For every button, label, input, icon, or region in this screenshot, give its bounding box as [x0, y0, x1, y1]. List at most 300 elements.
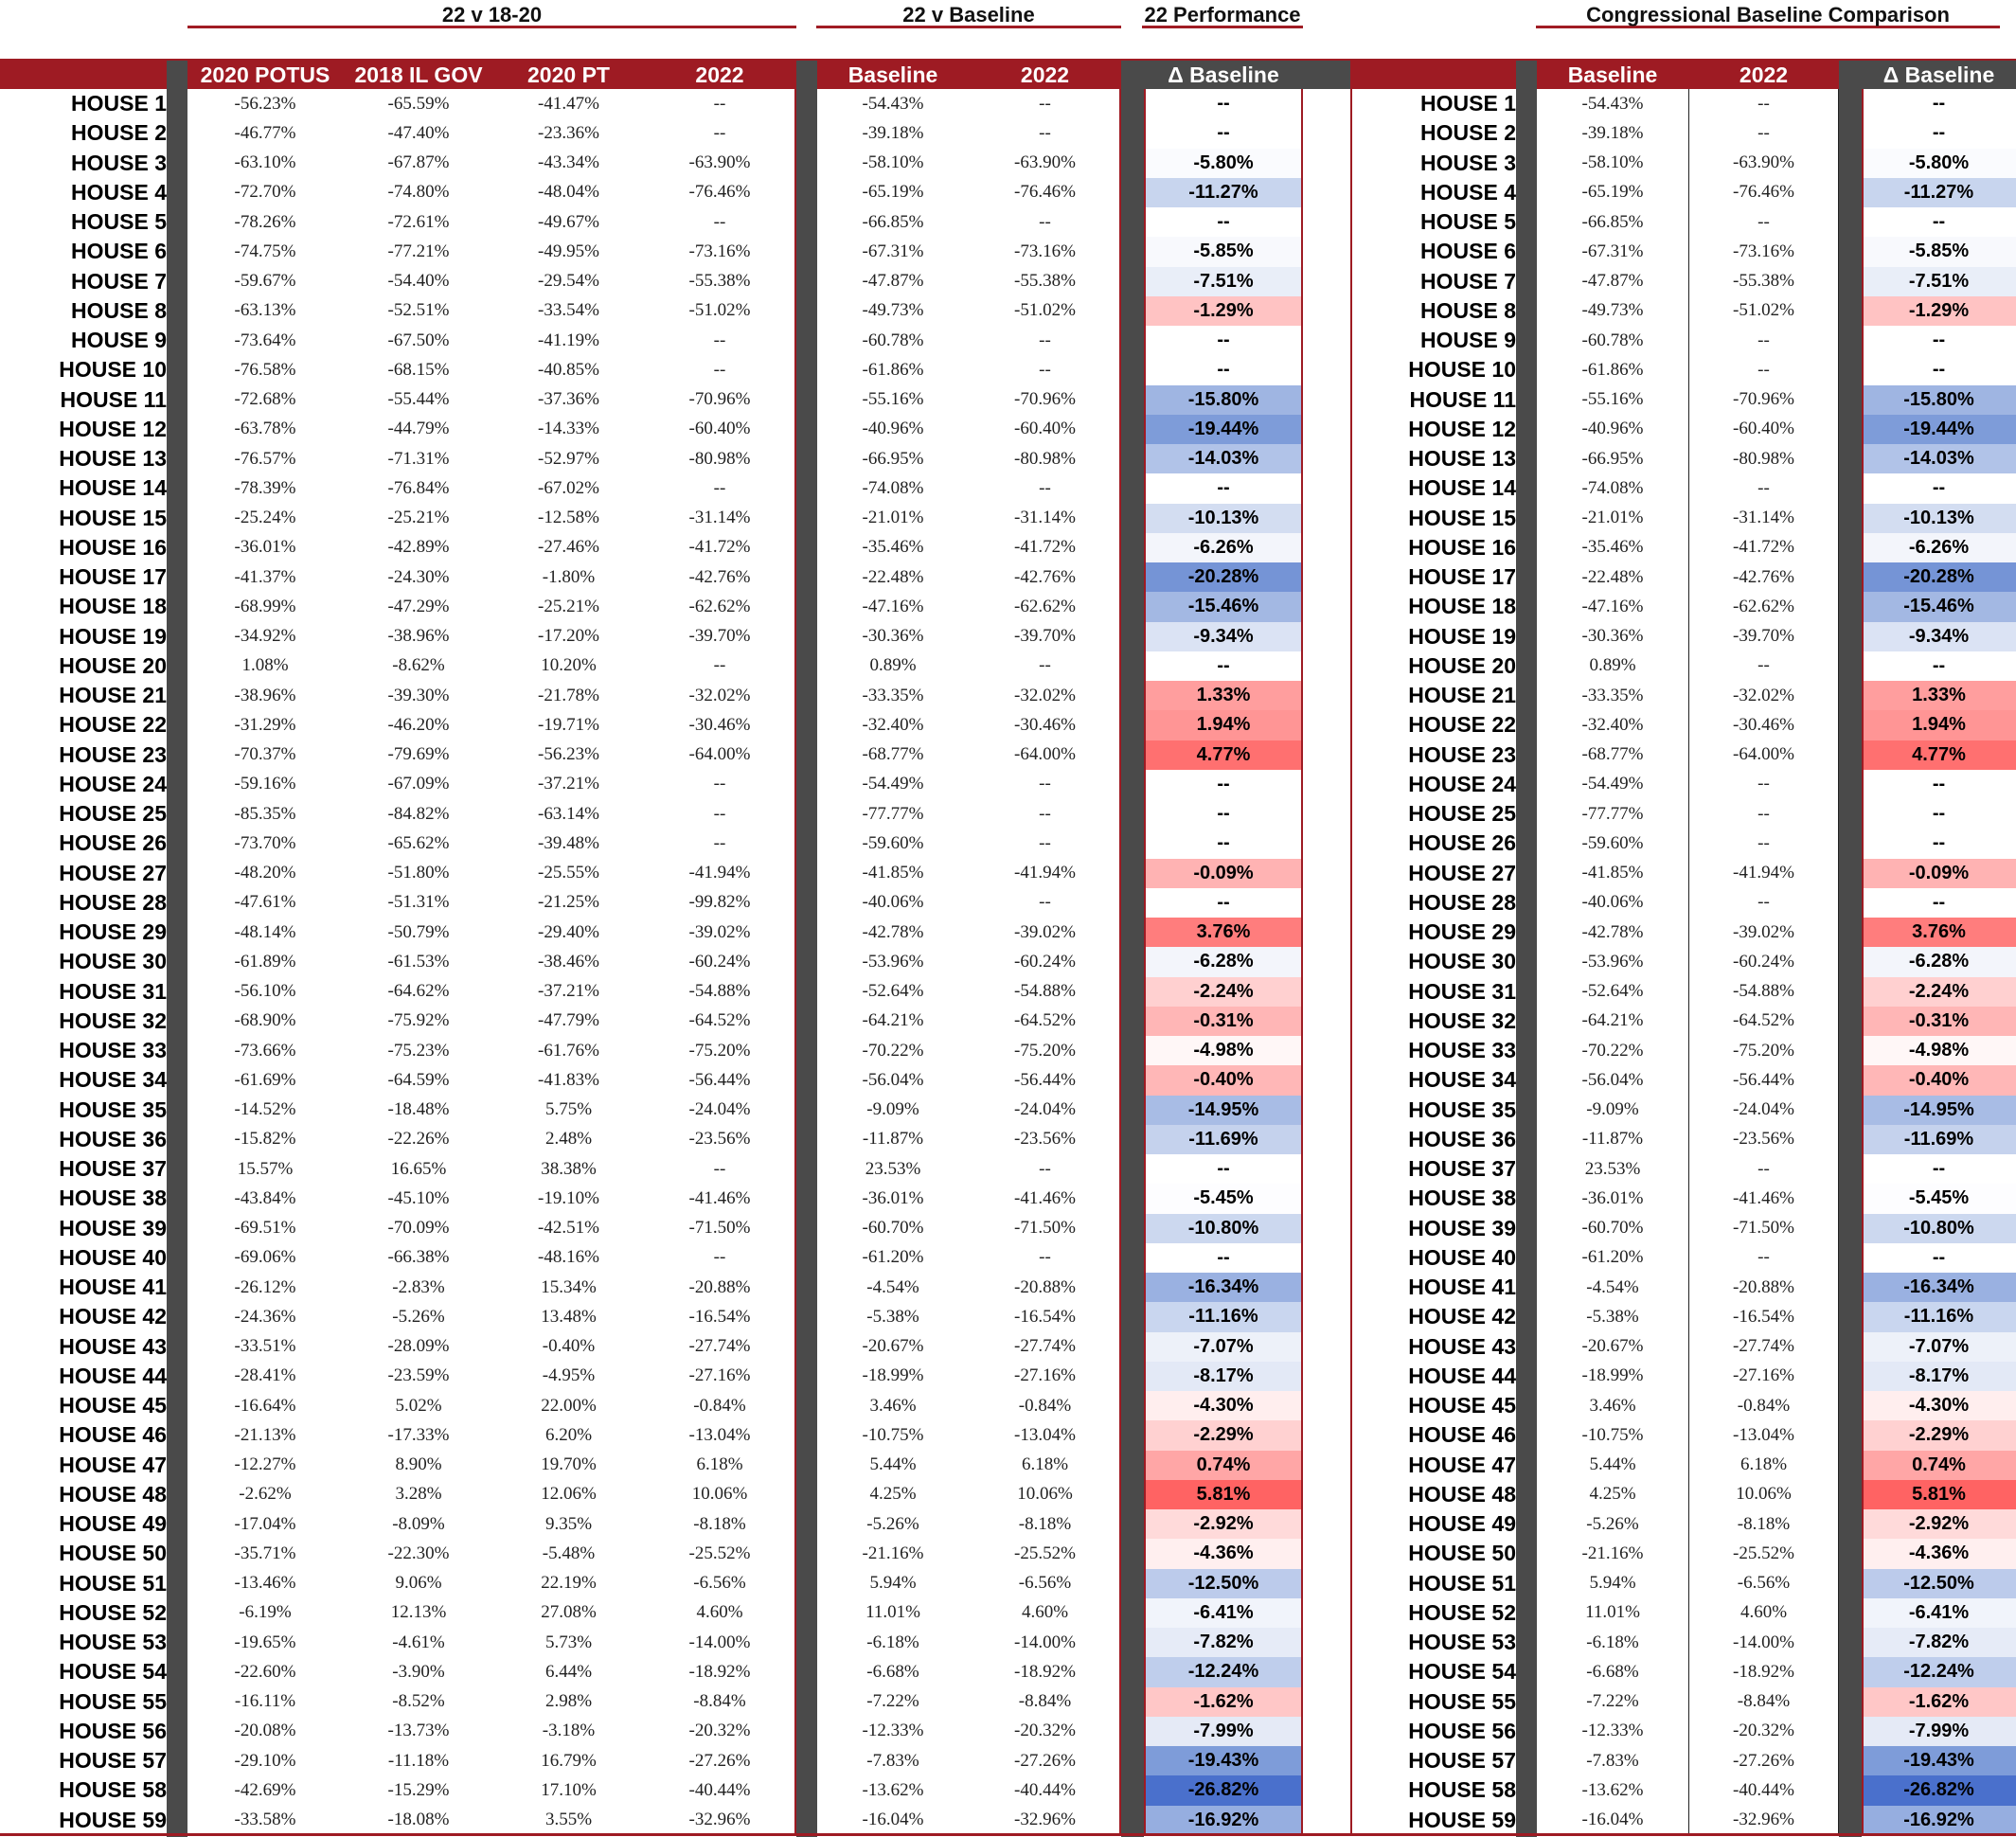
cell-baseline: -36.01%	[862, 1187, 924, 1208]
table-row	[1350, 1007, 2016, 1036]
table-row	[0, 1391, 1303, 1420]
cell-2020-potus: -63.10%	[234, 152, 296, 173]
cell-2020-potus: -12.27%	[234, 1454, 296, 1475]
separator-cell	[796, 1657, 817, 1686]
cell-delta-baseline: -11.27%	[1862, 178, 2016, 207]
separator-cell	[796, 207, 817, 237]
table-row	[0, 1717, 1303, 1746]
cell-baseline: -16.04%	[1581, 1810, 1644, 1830]
cell-2018-gov: -11.18%	[387, 1750, 450, 1771]
cell-2020-potus: -2.62%	[239, 1484, 292, 1505]
separator-cell	[796, 740, 817, 770]
cell-2022: -73.16%	[688, 241, 751, 261]
cell-baseline: 23.53%	[1584, 1158, 1641, 1179]
cell-2020-pt: -41.47%	[538, 93, 599, 114]
cell-2020-potus: -59.16%	[234, 774, 296, 794]
cell-2022: -20.88%	[1733, 1276, 1794, 1297]
cell-2022-vs-baseline: -62.62%	[1014, 596, 1076, 616]
cell-delta-baseline: -5.80%	[1862, 149, 2016, 178]
separator-cell	[1121, 355, 1144, 384]
cell-2022: --	[713, 655, 726, 676]
cell-2020-potus: -74.75%	[234, 241, 296, 261]
cell-2022-vs-baseline: -31.14%	[1014, 508, 1076, 528]
separator-cell	[796, 1451, 817, 1480]
separator-cell	[167, 1036, 187, 1065]
district-label: HOUSE 27	[59, 860, 167, 885]
cell-2020-potus: 15.57%	[237, 1158, 294, 1179]
table-row	[1350, 1539, 2016, 1568]
cell-delta-baseline: --	[1144, 118, 1303, 148]
separator-cell	[1516, 1096, 1537, 1125]
separator-cell	[1839, 1362, 1862, 1391]
district-label: HOUSE 51	[59, 1570, 167, 1596]
separator-cell	[1516, 1154, 1537, 1184]
cell-delta-baseline: -1.29%	[1862, 296, 2016, 326]
cell-2022: -31.14%	[688, 508, 751, 528]
cell-delta-baseline: 0.74%	[1862, 1451, 2016, 1480]
separator-cell	[1839, 473, 1862, 503]
separator-cell	[796, 592, 817, 621]
district-label: HOUSE 18	[59, 594, 167, 619]
cell-2022-vs-baseline: -14.00%	[1014, 1632, 1076, 1652]
cell-delta-baseline: --	[1144, 355, 1303, 384]
separator-cell	[796, 1302, 817, 1331]
separator-cell	[1516, 207, 1537, 237]
cell-baseline: -61.86%	[1581, 359, 1644, 380]
cell-2020-potus: -29.10%	[234, 1750, 296, 1771]
table-row	[1350, 296, 2016, 326]
separator-cell	[1516, 888, 1537, 918]
table-row	[1350, 1125, 2016, 1154]
cell-2022: -76.46%	[1733, 182, 1794, 203]
separator-cell	[1839, 622, 1862, 651]
table-row	[1350, 1096, 2016, 1125]
separator-cell	[796, 977, 817, 1007]
separator-cell	[1121, 1509, 1144, 1539]
separator-cell	[167, 1096, 187, 1125]
separator-cell	[1516, 1657, 1537, 1686]
separator-cell	[167, 977, 187, 1007]
table-row	[0, 178, 1303, 207]
cell-2018-gov: -18.08%	[387, 1810, 450, 1830]
separator-cell	[1516, 1214, 1537, 1243]
separator-cell	[1121, 710, 1144, 740]
district-label: HOUSE 39	[59, 1215, 167, 1240]
cell-baseline: -12.33%	[1581, 1721, 1644, 1741]
cell-delta-baseline: -10.80%	[1862, 1214, 2016, 1243]
cell-2022-vs-baseline: -27.16%	[1014, 1365, 1076, 1386]
cell-delta-baseline: 1.94%	[1862, 710, 2016, 740]
separator-cell	[167, 799, 187, 829]
cell-baseline: -67.31%	[1581, 241, 1644, 261]
cell-2018-gov: -76.84%	[387, 477, 450, 498]
cell-baseline: -60.70%	[1581, 1218, 1644, 1239]
cell-2022: -64.00%	[688, 744, 751, 765]
cell-2022: -62.62%	[688, 596, 751, 616]
table-row	[0, 1806, 1303, 1835]
cell-baseline: -9.09%	[1586, 1099, 1639, 1120]
separator-cell	[167, 1391, 187, 1420]
cell-2022-vs-baseline: -25.52%	[1014, 1543, 1076, 1563]
cell-2020-potus: -41.37%	[234, 566, 296, 587]
separator-cell	[167, 1125, 187, 1154]
district-label: HOUSE 40	[59, 1244, 167, 1270]
cell-baseline: -59.60%	[1581, 832, 1644, 853]
cell-delta-baseline: -7.82%	[1144, 1628, 1303, 1657]
cell-2020-pt: -41.83%	[538, 1069, 599, 1090]
separator-cell	[167, 1569, 187, 1598]
cell-2022: -63.90%	[1733, 152, 1794, 173]
cell-2018-gov: -2.83%	[392, 1276, 445, 1297]
separator-cell	[167, 1243, 187, 1273]
separator-cell	[1516, 1065, 1537, 1095]
separator-cell	[1516, 444, 1537, 473]
district-label: HOUSE 54	[59, 1659, 167, 1685]
table-row	[1350, 89, 2016, 118]
table-row	[0, 1332, 1303, 1362]
cell-2022-vs-baseline: 6.18%	[1021, 1454, 1069, 1475]
cell-2020-pt: -19.71%	[538, 714, 599, 735]
separator-cell	[1516, 977, 1537, 1007]
district-label: HOUSE 21	[1408, 683, 1516, 708]
cell-baseline: -12.33%	[862, 1721, 924, 1741]
cell-2020-potus: -63.13%	[234, 300, 296, 321]
separator-cell	[1516, 918, 1537, 947]
separator-cell	[1839, 651, 1862, 681]
district-label: HOUSE 12	[1408, 416, 1516, 441]
table-row	[0, 770, 1303, 799]
cell-2018-gov: -4.61%	[392, 1632, 445, 1652]
district-label: HOUSE 26	[1408, 830, 1516, 856]
table-row	[0, 1509, 1303, 1539]
separator-cell	[167, 918, 187, 947]
separator-cell	[167, 1214, 187, 1243]
district-label: HOUSE 53	[59, 1630, 167, 1655]
district-label: HOUSE 20	[59, 652, 167, 678]
district-label: HOUSE 40	[1408, 1244, 1516, 1270]
separator-cell	[1121, 444, 1144, 473]
cell-baseline: -7.22%	[866, 1691, 919, 1712]
cell-delta-baseline: -2.24%	[1144, 977, 1303, 1007]
cell-baseline: 0.89%	[1589, 655, 1636, 676]
cell-2020-pt: -37.21%	[538, 774, 599, 794]
cell-baseline: -18.99%	[1581, 1365, 1644, 1386]
cell-baseline: 0.89%	[869, 655, 917, 676]
cell-2020-pt: -48.16%	[538, 1247, 599, 1268]
separator-cell	[1839, 681, 1862, 710]
district-label: HOUSE 39	[1408, 1215, 1516, 1240]
separator-cell	[1516, 562, 1537, 592]
cell-2022: -27.26%	[1733, 1750, 1794, 1771]
separator-cell	[1516, 1007, 1537, 1036]
table-row	[1350, 947, 2016, 976]
cell-2018-gov: -72.61%	[387, 211, 450, 232]
cell-2022: --	[713, 477, 726, 498]
cell-2020-pt: 12.06%	[541, 1484, 597, 1505]
group-title-22v1820: 22 v 18-20	[187, 3, 796, 28]
separator-cell	[1516, 415, 1537, 444]
cell-2022-vs-baseline: -60.40%	[1014, 419, 1076, 439]
separator-cell	[1839, 415, 1862, 444]
cell-baseline: -39.18%	[862, 122, 924, 143]
cell-2018-gov: -3.90%	[392, 1661, 445, 1682]
cell-baseline: -16.04%	[862, 1810, 924, 1830]
table-row	[0, 651, 1303, 681]
separator-cell	[796, 178, 817, 207]
cell-2020-pt: -23.36%	[538, 122, 599, 143]
separator-cell	[796, 1065, 817, 1095]
table-row	[0, 1243, 1303, 1273]
cell-2020-potus: -35.71%	[234, 1543, 296, 1563]
table-left	[0, 89, 1303, 1835]
cell-delta-baseline: 5.81%	[1862, 1480, 2016, 1509]
district-label: HOUSE 8	[1420, 297, 1516, 323]
table-row	[0, 1096, 1303, 1125]
cell-delta-baseline: --	[1144, 1154, 1303, 1184]
separator-cell	[1516, 1775, 1537, 1805]
cell-2018-gov: -42.89%	[387, 537, 450, 558]
cell-2020-pt: -41.19%	[538, 330, 599, 350]
cell-2022: -51.02%	[688, 300, 751, 321]
cell-2018-gov: -44.79%	[387, 419, 450, 439]
separator-cell	[1121, 977, 1144, 1007]
cell-baseline: -66.95%	[862, 448, 924, 469]
separator-cell	[1516, 799, 1537, 829]
district-label: HOUSE 52	[59, 1599, 167, 1625]
district-label: HOUSE 6	[71, 239, 167, 264]
cell-2020-pt: -17.20%	[538, 626, 599, 647]
cell-baseline: -55.16%	[862, 389, 924, 410]
cell-baseline: 5.94%	[869, 1573, 917, 1594]
cell-2022: -32.96%	[688, 1810, 751, 1830]
cell-2022-vs-baseline: -55.38%	[1014, 271, 1076, 292]
cell-delta-baseline: -15.46%	[1144, 592, 1303, 621]
cell-baseline: 4.25%	[1589, 1484, 1636, 1505]
separator-cell	[1516, 118, 1537, 148]
separator-cell	[1839, 1096, 1862, 1125]
separator-cell	[796, 237, 817, 266]
cell-2022-vs-baseline: -30.46%	[1014, 714, 1076, 735]
cell-baseline: -64.21%	[862, 1010, 924, 1031]
cell-baseline: -4.54%	[866, 1276, 919, 1297]
cell-2022-vs-baseline: -41.72%	[1014, 537, 1076, 558]
cell-2022: -39.70%	[1733, 626, 1794, 647]
district-label: HOUSE 17	[59, 564, 167, 590]
district-label: HOUSE 58	[59, 1777, 167, 1803]
district-label: HOUSE 51	[1408, 1570, 1516, 1596]
table-row	[1350, 1065, 2016, 1095]
cell-2022-vs-baseline: --	[1039, 655, 1051, 676]
separator-cell	[1516, 89, 1537, 118]
district-label: HOUSE 7	[1420, 268, 1516, 294]
cell-2022: 4.60%	[696, 1602, 743, 1623]
cell-2018-gov: -51.80%	[387, 863, 450, 883]
cell-delta-baseline: -4.30%	[1144, 1391, 1303, 1420]
table-row	[1350, 1746, 2016, 1775]
cell-2022: -70.96%	[688, 389, 751, 410]
cell-delta-baseline: -12.50%	[1144, 1569, 1303, 1598]
district-label: HOUSE 13	[59, 446, 167, 472]
cell-baseline: -53.96%	[1581, 951, 1644, 972]
table-row	[0, 1420, 1303, 1450]
cell-delta-baseline: -0.40%	[1862, 1065, 2016, 1095]
table-row	[1350, 1569, 2016, 1598]
separator-cell	[1121, 947, 1144, 976]
cell-2022: -32.02%	[1733, 685, 1794, 705]
separator-cell	[796, 267, 817, 296]
cell-2020-potus: -20.08%	[234, 1721, 296, 1741]
separator-cell	[1121, 918, 1144, 947]
separator-cell	[796, 1096, 817, 1125]
cell-2018-gov: 5.02%	[395, 1395, 442, 1416]
cell-2022: -23.56%	[1733, 1129, 1794, 1150]
cell-delta-baseline: -8.17%	[1144, 1362, 1303, 1391]
separator-cell	[1839, 1184, 1862, 1213]
separator-cell	[167, 533, 187, 562]
cell-delta-baseline: -4.98%	[1862, 1036, 2016, 1065]
separator-cell	[167, 237, 187, 266]
cell-delta-baseline: --	[1862, 89, 2016, 118]
cell-2020-potus: 1.08%	[241, 655, 289, 676]
cell-2020-potus: -73.70%	[234, 832, 296, 853]
cell-baseline: -74.08%	[1581, 477, 1644, 498]
cell-delta-baseline: -16.92%	[1144, 1806, 1303, 1835]
cell-2018-gov: -64.59%	[387, 1069, 450, 1090]
cell-2018-gov: -67.09%	[387, 774, 450, 794]
cell-delta-baseline: -6.28%	[1144, 947, 1303, 976]
separator-cell	[1516, 1391, 1537, 1420]
cell-2022: -63.90%	[688, 152, 751, 173]
cell-baseline: -66.85%	[1581, 211, 1644, 232]
cell-2018-gov: -74.80%	[387, 182, 450, 203]
separator-cell	[167, 562, 187, 592]
district-label: HOUSE 7	[71, 268, 167, 294]
table-row	[0, 592, 1303, 621]
table-row	[0, 444, 1303, 473]
table-row	[1350, 1362, 2016, 1391]
separator-cell	[1121, 1806, 1144, 1835]
cell-2020-potus: -34.92%	[234, 626, 296, 647]
cell-delta-baseline: -12.50%	[1862, 1569, 2016, 1598]
separator-cell	[1839, 1509, 1862, 1539]
cell-2022-vs-baseline: --	[1039, 122, 1051, 143]
separator-cell	[1839, 1717, 1862, 1746]
cell-2022: -31.14%	[1733, 508, 1794, 528]
cell-2022: --	[713, 330, 726, 350]
district-label: HOUSE 10	[59, 357, 167, 383]
separator-cell	[1516, 1806, 1537, 1835]
district-label: HOUSE 37	[59, 1156, 167, 1182]
separator-cell	[1121, 1569, 1144, 1598]
cell-2018-gov: -15.29%	[387, 1779, 450, 1800]
cell-baseline: -33.35%	[1581, 685, 1644, 705]
table-row	[1350, 1036, 2016, 1065]
cell-delta-baseline: -5.45%	[1862, 1184, 2016, 1213]
separator-cell	[796, 1184, 817, 1213]
cell-baseline: -54.43%	[1581, 93, 1644, 114]
cell-2022-vs-baseline: -18.92%	[1014, 1661, 1076, 1682]
cell-2022: 10.06%	[691, 1484, 748, 1505]
cell-delta-baseline: 5.81%	[1144, 1480, 1303, 1509]
cell-2022: --	[1757, 1158, 1770, 1179]
table-row	[1350, 444, 2016, 473]
separator-cell	[1121, 89, 1144, 118]
table-row	[1350, 681, 2016, 710]
cell-2022-vs-baseline: -51.02%	[1014, 300, 1076, 321]
table-row	[0, 1775, 1303, 1805]
cell-delta-baseline: -14.95%	[1862, 1096, 2016, 1125]
cell-2022: --	[713, 93, 726, 114]
cell-2022: --	[713, 803, 726, 824]
district-label: HOUSE 19	[59, 623, 167, 649]
cell-baseline: -77.77%	[1581, 803, 1644, 824]
separator-cell	[167, 770, 187, 799]
cell-2020-potus: -6.19%	[239, 1602, 292, 1623]
cell-delta-baseline: --	[1862, 207, 2016, 237]
cell-delta-baseline: --	[1144, 770, 1303, 799]
cell-delta-baseline: -9.34%	[1862, 622, 2016, 651]
cell-baseline: -61.86%	[862, 359, 924, 380]
cell-2022: --	[1757, 330, 1770, 350]
cell-delta-baseline: --	[1862, 1243, 2016, 1273]
district-label: HOUSE 11	[60, 386, 167, 412]
cell-2020-potus: -43.84%	[234, 1187, 296, 1208]
cell-2020-potus: -46.77%	[234, 122, 296, 143]
separator-cell	[1516, 1036, 1537, 1065]
frame-line	[794, 89, 796, 1835]
district-label: HOUSE 30	[1408, 949, 1516, 974]
separator-cell	[167, 1509, 187, 1539]
cell-2022: -56.44%	[688, 1069, 751, 1090]
table-row	[0, 799, 1303, 829]
cell-2022: -13.04%	[688, 1424, 751, 1445]
table-row	[0, 504, 1303, 533]
separator-cell	[1121, 533, 1144, 562]
cell-2020-potus: -56.23%	[234, 93, 296, 114]
cell-2022-vs-baseline: -71.50%	[1014, 1218, 1076, 1239]
cell-2022-vs-baseline: -60.24%	[1014, 951, 1076, 972]
cell-delta-baseline: -14.03%	[1862, 444, 2016, 473]
cell-2018-gov: -71.31%	[387, 448, 450, 469]
cell-delta-baseline: -10.80%	[1144, 1214, 1303, 1243]
cell-2020-pt: 22.19%	[541, 1573, 597, 1594]
separator-cell	[796, 1362, 817, 1391]
cell-2018-gov: -65.62%	[387, 832, 450, 853]
cell-2020-potus: -36.01%	[234, 537, 296, 558]
separator-cell	[167, 1628, 187, 1657]
cell-baseline: -18.99%	[862, 1365, 924, 1386]
cell-baseline: -6.68%	[866, 1661, 919, 1682]
separator-cell	[167, 1806, 187, 1835]
cell-delta-baseline: --	[1144, 207, 1303, 237]
cell-baseline: -40.06%	[1581, 892, 1644, 913]
cell-baseline: -33.35%	[862, 685, 924, 705]
col-header-2022b: 2022	[1020, 62, 1070, 87]
cell-baseline: -21.16%	[1581, 1543, 1644, 1563]
cell-delta-baseline: --	[1144, 89, 1303, 118]
district-label: HOUSE 24	[59, 771, 167, 796]
cell-2022: -40.44%	[1733, 1779, 1794, 1800]
cell-2020-pt: -43.34%	[538, 152, 599, 173]
cell-2022-vs-baseline: --	[1039, 892, 1051, 913]
cell-2022: 10.06%	[1736, 1484, 1792, 1505]
cell-2018-gov: -28.09%	[387, 1336, 450, 1357]
cell-baseline: -77.77%	[862, 803, 924, 824]
cell-baseline: -58.10%	[862, 152, 924, 173]
separator-cell	[167, 888, 187, 918]
table-row	[0, 1154, 1303, 1184]
cell-delta-baseline: -7.51%	[1862, 267, 2016, 296]
